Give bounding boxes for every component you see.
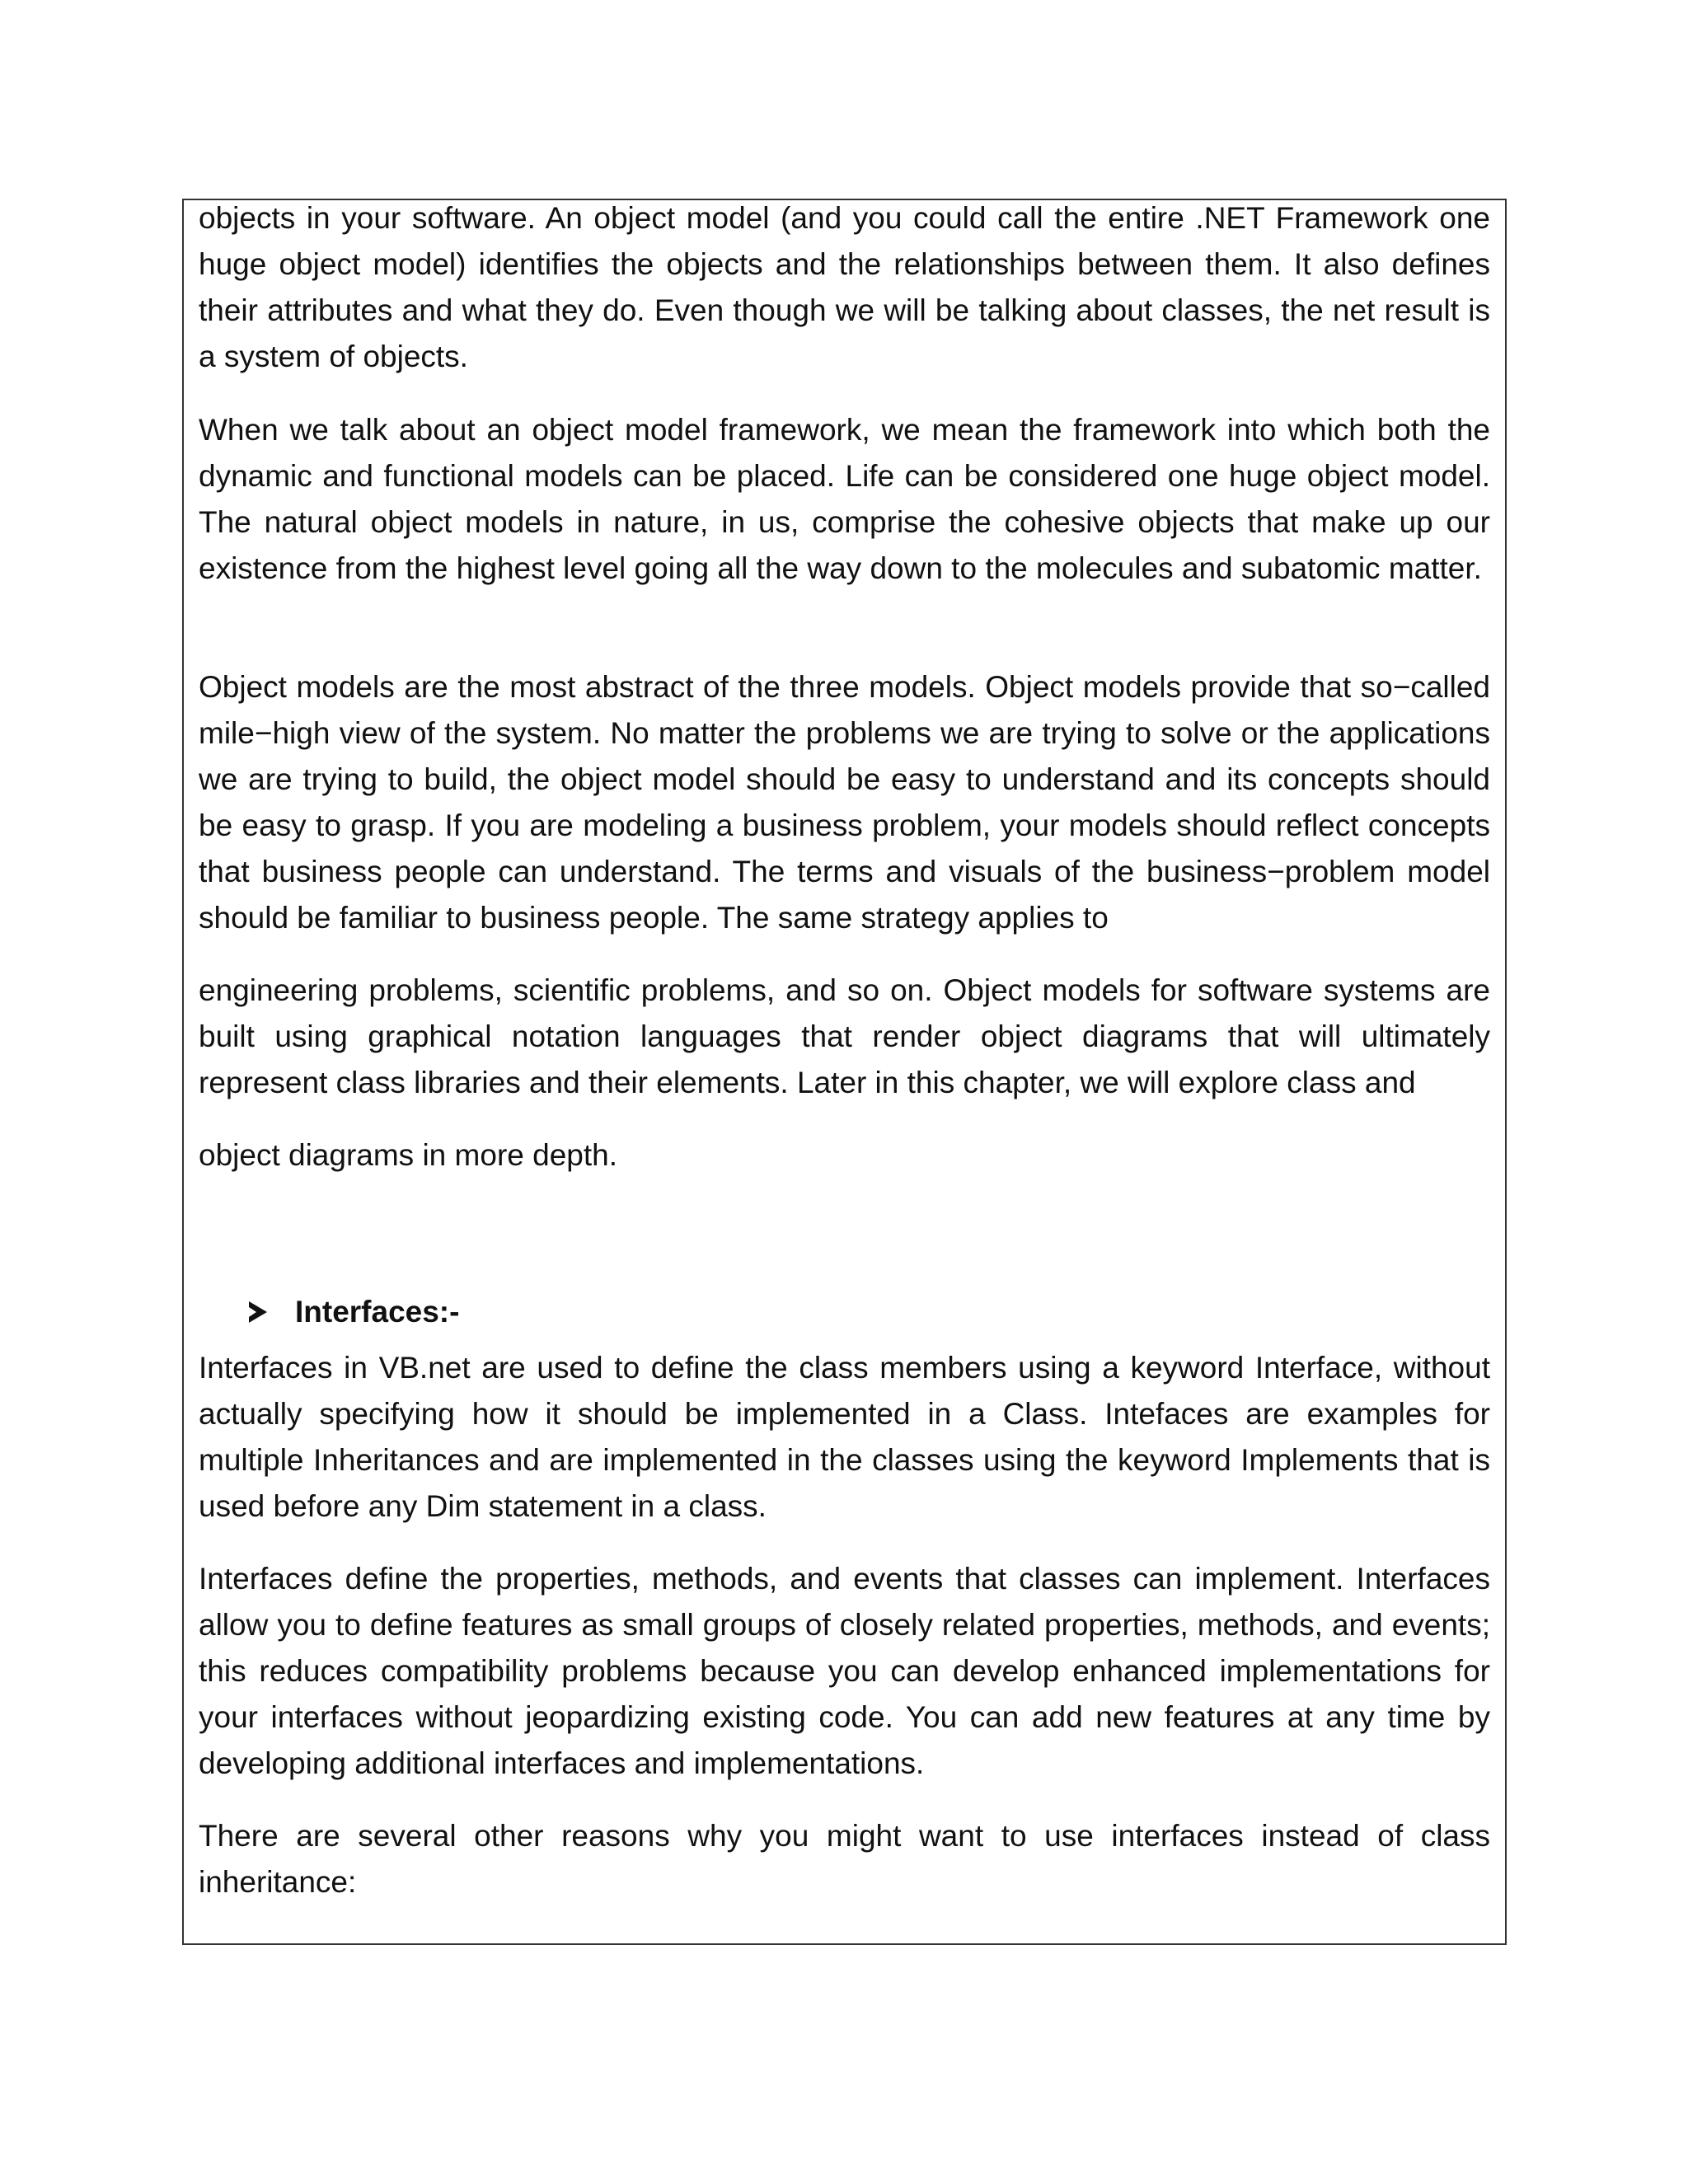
paragraph-object-model-framework: When we talk about an object model framework, we mean the framework into which both the dynamic and functional models can be placed. Life can be considered one huge object model. The natural object models in nature, in us, comprise the cohesive objects that make up our existence from the highest level going all the way down to the molecules and subatomic matter. <box>199 413 1490 585</box>
section-heading-text: Interfaces:- <box>295 1295 460 1329</box>
paragraph-object-model-intro: objects in your software. An object model (and you could call the entire .NET Framework one huge object model) identifies the objects and the relationships between them. It also defines their attributes and what they do. Even though we will be talking about classes, the net result is a system of objects. <box>199 201 1490 373</box>
paragraph-engineering-problems: engineering problems, scientific problems, and so on. Object models for software systems are built using graphical notation languages that render object diagrams that will ultimately represent class libraries and their elements. Later in this chapter, we will explore class and <box>199 973 1490 1099</box>
paragraph-interfaces-vbnet: Interfaces in VB.net are used to define the class members using a keyword Interface, without actually specifying how it should be implemented in a Class. Intefaces are examples for multiple Inheritances and are implemented in the classes using the keyword Implements that is used before any Dim statement in a class. <box>199 1351 1490 1523</box>
section-heading-interfaces <box>249 1286 459 1338</box>
paragraph-object-models-abstract: Object models are the most abstract of the three models. Object models provide that so−called mile−high view of the system. No matter the problems we are trying to solve or the applications we are trying to build, the object model should be easy to understand and its concepts should be easy to grasp. If you are modeling a business problem, your models should reflect concepts that business people can understand. The terms and visuals of the business−problem model should be familiar to business people. The same strategy applies to <box>199 670 1490 935</box>
paragraph-interfaces-define: Interfaces define the properties, methods, and events that classes can implement. Interfaces allow you to define features as small groups of closely related properties, methods, and events; this reduces compatibility problems because you can develop enhanced implementations for your interfaces without jeopardizing existing code. You can add new features at any time by developing additional interfaces and implementations. <box>199 1562 1490 1780</box>
arrow-bullet-icon <box>249 1301 267 1323</box>
paragraph-object-diagrams: object diagrams in more depth. <box>199 1138 617 1172</box>
paragraph-interfaces-reasons: There are several other reasons why you might want to use interfaces instead of class inheritance: <box>199 1819 1490 1899</box>
